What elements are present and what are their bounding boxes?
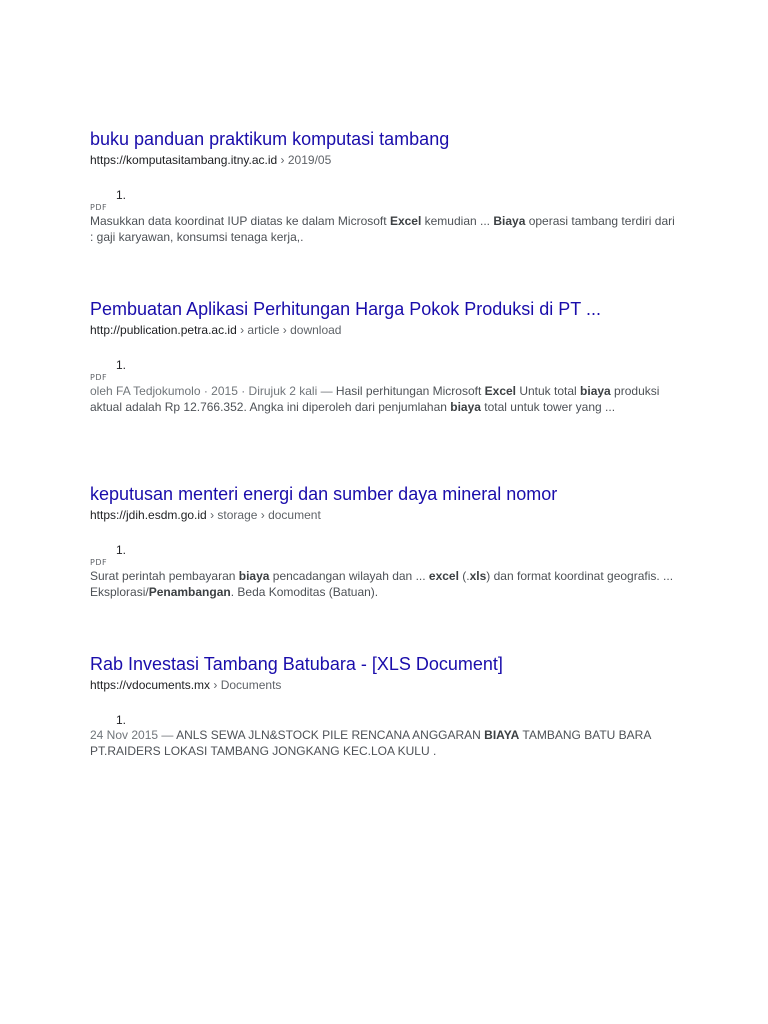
result-title-link[interactable]: Rab Investasi Tambang Batubara - [XLS Document] [90, 654, 503, 674]
result-url[interactable] [90, 507, 680, 523]
list-number: 1. [116, 188, 127, 202]
snippet-text: ) dan format koordinat geografis. ... Eksplorasi/ [90, 569, 674, 599]
snippet-meta: oleh FA Tedjokumolo · 2015 · Dirujuk 2 kali — [90, 384, 336, 398]
result-snippet [90, 727, 680, 759]
result-url[interactable] [90, 152, 680, 168]
result-breadcrumb: › storage › document [206, 508, 321, 522]
snippet-highlight: Excel [389, 214, 422, 228]
pdf-badge: PDF [90, 203, 108, 212]
result-domain: https://vdocuments.mx [90, 678, 211, 692]
snippet-highlight: Excel [484, 384, 516, 398]
snippet-text: operasi tambang terdiri dari : gaji karyawan, konsumsi tenaga kerja,. [90, 214, 675, 244]
result-domain: https://jdih.esdm.go.id [90, 508, 207, 522]
snippet-highlight: BIAYA [484, 728, 520, 742]
result-breadcrumb: › article › download [236, 323, 342, 337]
snippet-highlight: Penambangan [148, 585, 231, 599]
result-title-link[interactable]: Pembuatan Aplikasi Perhitungan Harga Pokok Produksi di PT ... [90, 299, 601, 319]
snippet-text: . Beda Komoditas (Batuan). [230, 585, 379, 599]
pdf-badge: PDF [90, 373, 108, 382]
result-title-link[interactable]: buku panduan praktikum komputasi tambang [90, 129, 450, 149]
snippet-highlight: xls [469, 569, 487, 583]
snippet-highlight: excel [428, 569, 459, 583]
result-url[interactable] [90, 677, 680, 693]
snippet-highlight: biaya [238, 569, 270, 583]
result-snippet [90, 568, 680, 600]
snippet-text: pencadangan wilayah dan ... [269, 569, 429, 583]
pdf-badge: PDF [90, 558, 108, 567]
search-result [90, 297, 680, 415]
search-result [90, 652, 680, 759]
result-url[interactable] [90, 322, 680, 338]
list-number: 1. [116, 713, 127, 727]
result-title-link[interactable]: keputusan menteri energi dan sumber daya mineral nomor [90, 484, 558, 504]
result-domain: https://komputasitambang.itny.ac.id [90, 153, 278, 167]
snippet-highlight: biaya [580, 384, 611, 398]
snippet-highlight: biaya [450, 400, 481, 414]
snippet-meta: 24 Nov 2015 — [90, 728, 177, 742]
snippet-highlight: Biaya [493, 214, 526, 228]
result-domain: http://publication.petra.ac.id [90, 323, 237, 337]
result-snippet [90, 383, 680, 415]
result-breadcrumb: › 2019/05 [277, 153, 332, 167]
snippet-text: produksi aktual adalah Rp 12.766.352. Angka ini diperoleh dari penjumlahan [90, 384, 660, 414]
result-breadcrumb: › Documents [210, 678, 282, 692]
snippet-text: Masukkan data koordinat IUP diatas ke dalam Microsoft [90, 214, 390, 228]
result-snippet [90, 213, 680, 245]
list-number: 1. [116, 543, 127, 557]
snippet-text: Untuk total [516, 384, 581, 398]
snippet-text: Surat perintah pembayaran [90, 569, 239, 583]
snippet-text: kemudian ... [421, 214, 494, 228]
snippet-text: total untuk tower yang ... [480, 400, 616, 414]
list-number: 1. [116, 358, 127, 372]
snippet-text: (. [458, 569, 470, 583]
search-result [90, 482, 680, 600]
snippet-text: ANLS SEWA JLN&STOCK PILE RENCANA ANGGARAN [176, 728, 485, 742]
search-result [90, 127, 680, 245]
snippet-text: Hasil perhitungan Microsoft [335, 384, 485, 398]
snippet-text: TAMBANG BATU BARA PT.RAIDERS LOKASI TAMBANG JONGKANG KEC.LOA KULU . [90, 728, 651, 758]
